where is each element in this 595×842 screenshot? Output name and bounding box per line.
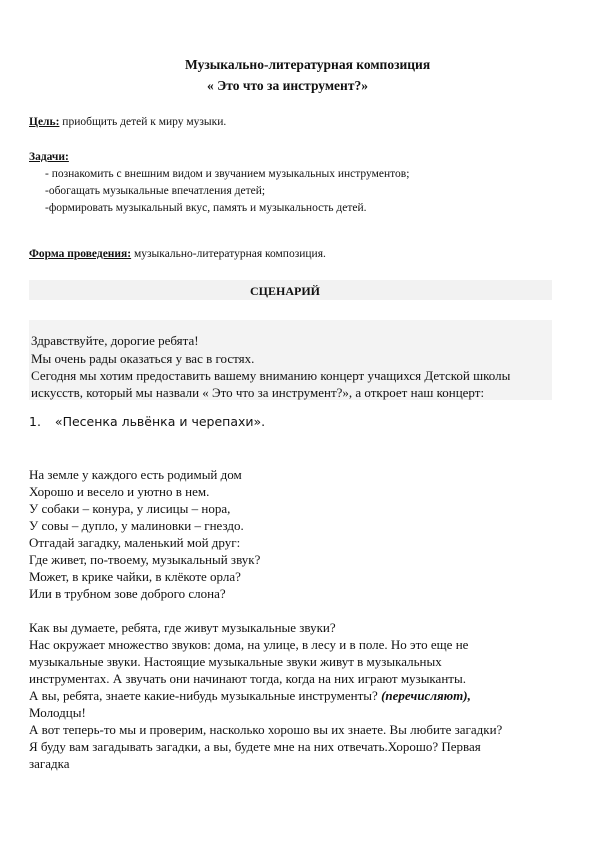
- poem-line: У собаки – конура, у лисицы – нора,: [29, 501, 231, 516]
- greeting-line: Мы очень рады оказаться у вас в гостях.: [31, 351, 255, 366]
- prose-line: А вот теперь-то мы и проверим, насколько хорошо вы их знаете. Вы любите загадки?: [29, 722, 503, 737]
- prose-line: Нас окружает множество звуков: дома, на улице, в лесу и в поле. Но это еще не: [29, 637, 469, 652]
- task-item: - познакомить с внешним видом и звучанием музыкальных инструментов;: [45, 168, 410, 180]
- greeting-line: искусств, который мы назвали « Это что за инструмент?», а откроет наш концерт:: [31, 385, 485, 400]
- greeting-line: Здравствуйте, дорогие ребята!: [31, 333, 199, 348]
- prose-line: музыкальные звуки. Настоящие музыкальные звуки живут в музыкальных: [29, 654, 442, 669]
- task-item: -формировать музыкальный вкус, память и музыкальность детей.: [45, 202, 367, 214]
- prose-note: (перечисляют),: [381, 688, 471, 703]
- prose-line: Молодцы!: [29, 705, 86, 720]
- goal-text: приобщить детей к миру музыки.: [59, 116, 227, 128]
- prose-line: Как вы думаете, ребята, где живут музыкальные звуки?: [29, 620, 336, 635]
- scenario-heading: СЦЕНАРИЙ: [250, 284, 321, 298]
- poem-line: Или в трубном зове доброго слона?: [29, 586, 226, 601]
- greeting-line: Сегодня мы хотим предоставить вашему вниманию концерт учащихся Детской школы: [31, 368, 511, 383]
- form-line: [29, 248, 326, 260]
- prose-question-line: [29, 688, 471, 704]
- task-item: -обогащать музыкальные впечатления детей;: [45, 185, 266, 197]
- poem-line: Где живет, по-твоему, музыкальный звук?: [29, 552, 261, 567]
- prose-question: А вы, ребята, знаете какие-нибудь музыкальные инструменты?: [29, 688, 382, 703]
- program-item-1: [29, 414, 265, 429]
- prose-line: загадка: [29, 756, 70, 771]
- goal-line: [29, 116, 226, 128]
- poem-line: У совы – дупло, у малиновки – гнездо.: [29, 518, 244, 533]
- prose-line: инструментах. А звучать они начинают тогда, когда на них играют музыканты.: [29, 671, 466, 686]
- program-item-title: «Песенка львёнка и черепахи».: [54, 414, 266, 429]
- poem-line: Хорошо и весело и уютно в нем.: [29, 484, 210, 499]
- tasks-label-line: [29, 151, 69, 163]
- form-text: музыкально-литературная композиция.: [131, 248, 326, 260]
- poem-line: На земле у каждого есть родимый дом: [29, 467, 242, 482]
- poem-line: Отгадай загадку, маленький мой друг:: [29, 535, 241, 550]
- program-item-number: 1.: [29, 414, 41, 429]
- poem-line: Может, в крике чайки, в клёкоте орла?: [29, 569, 241, 584]
- title-line-2: « Это что за инструмент?»: [207, 78, 368, 93]
- form-label: Форма проведения:: [29, 248, 132, 260]
- goal-label: Цель:: [29, 116, 60, 128]
- prose-line: Я буду вам загадывать загадки, а вы, будете мне на них отвечать.Хорошо? Первая: [29, 739, 481, 754]
- title-line-1: Музыкально-литературная композиция: [185, 57, 431, 72]
- tasks-label: Задачи:: [29, 151, 69, 163]
